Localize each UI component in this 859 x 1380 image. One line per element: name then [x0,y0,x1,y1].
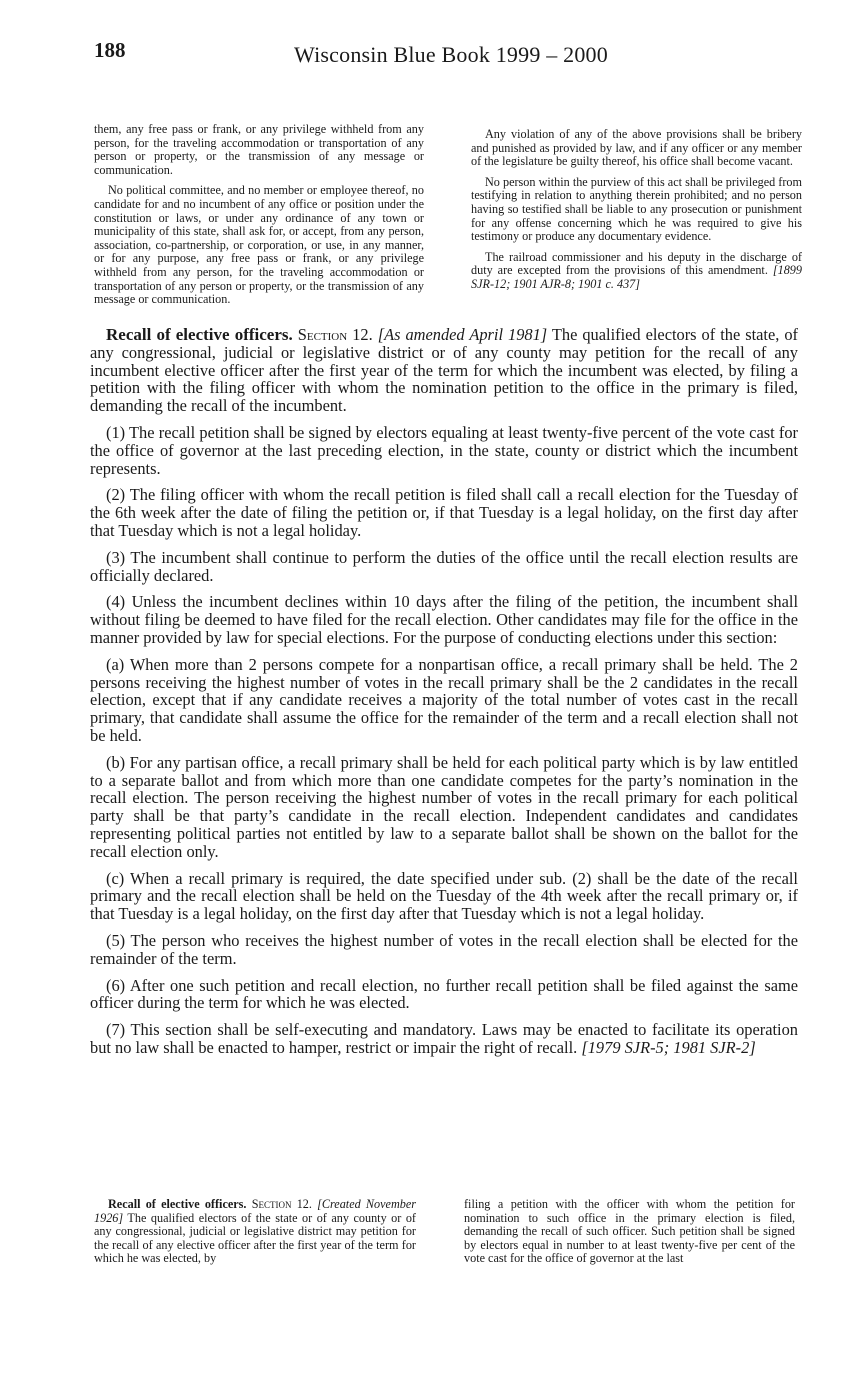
paragraph: No person within the purview of this act shall be privileged from testifying in relation to anything therein prohibited; and no person having so testified shall be liable to any prosecution or punishment for any offense concerning which he was required to give his testimony or produce any documentary evidence. [471,174,802,244]
clause-1: (1) The recall petition shall be signed by electors equaling at least twenty-five percent of the vote cast for the office of governor at the last preceding election, in the state, county or district which the incumbent represents. [90,422,798,478]
section-heading: Recall of elective officers. [108,1197,247,1211]
main-section [90,326,798,1066]
section-number: 12. [352,325,373,344]
paragraph: No political committee, and no member or employee thereof, no candidate for and no incumbent of any office or position under the constitution or laws, or under any ordinance of any town or municipality of this state, shall ask for, or accept, from any person, association, co-partnership, or corporation, or use, in any manner, or for any purpose, any free pass or frank, or any privilege withheld from any person, for the traveling accommodation or transportation of any person or property, or the transmission of any message or communication. [94,183,424,307]
amendment-note: [As amended April 1981] [377,325,548,344]
section-label: Section [297,325,348,344]
clause-7 [90,1021,798,1057]
section-label: Section [251,1197,292,1211]
created-note: [Created November 1926] [94,1197,416,1225]
section-intro [90,326,798,415]
top-right-column [471,128,802,299]
citation: [1899 SJR-12; 1901 AJR-8; 1901 c. 437] [471,263,802,291]
clause-4c: (c) When a recall primary is required, the date specified under sub. (2) shall be the date of the recall primary and the recall election shall be held on the Tuesday of the 4th week after the recall primary or, if that Tuesday is a legal holiday, on the first day after that Tuesday which is not a legal holiday. [90,868,798,924]
clause-4: (4) Unless the incumbent declines within 10 days after the filing of the petition, the incumbent shall without filing be deemed to have filed for the recall election. Other candidates may file for the office in the manner provided by law for special elections. For the purpose of conducting elections under this section: [90,592,798,647]
running-title: Wisconsin Blue Book 1999 – 2000 [294,42,608,67]
top-left-column [94,123,424,314]
page-number: 188 [94,38,126,62]
clause-3: (3) The incumbent shall continue to perform the duties of the office until the recall election results are officially declared. [90,547,798,585]
clause-text: (7) This section shall be self-executing and mandatory. Laws may be enacted to facilitate its operation but no law shall be enacted to hamper, restrict or impair the right of recall. [90,1020,798,1057]
clause-2: (2) The filing officer with whom the recall petition is filed shall call a recall election for the Tuesday of the 6th week after the date of filing the petition or, if that Tuesday is a legal holiday, on the first day after that Tuesday which is not a legal holiday. [90,485,798,540]
paragraph-text: The railroad commissioner and his deputy in the discharge of duty are excepted from the provisions of this amendment. [471,249,802,278]
intro-text: The qualified electors of the state, of any congressional, judicial or legislative district or of any county may petition for the recall of any incumbent elective officer after the first year of the term for which the incumbent was elected, by filing a petition with the filing officer with whom the nomination petition to the office in the primary is filed, demanding the recall of the incumbent. [90,325,798,416]
paragraph: filing a petition with the officer with whom the petition for nomination to such office in the primary election is filed, demanding the recall of such officer. Such petition shall be signed by electors equal in number to at least twenty-five per cent of the vote cast for the office of governor at the last [464,1197,795,1266]
bottom-right-column [464,1198,795,1273]
paragraph [471,251,802,292]
clause-5: (5) The person who receives the highest number of votes in the recall election shall be elected for the remainder of the term. [90,930,798,968]
paragraph: Any violation of any of the above provisions shall be bribery and punished as provided by law, and if any officer or any member of the legislature be guilty thereof, his office shall become vacant. [471,127,802,169]
section-heading: Recall of elective officers. [106,325,293,344]
paragraph-text: The qualified electors of the state or of any county or of any congressional, judicial or legislative district may petition for the recall of any elective officer after the first year of the term for which he was elected, by [94,1210,416,1266]
bottom-left-column [94,1198,416,1273]
paragraph: them, any free pass or frank, or any privilege withheld from any person, for the traveling accommodation or transportation of any person or property, or the transmission of any message or communication. [94,122,424,177]
paragraph [94,1198,416,1266]
clause-4a: (a) When more than 2 persons compete for a nonpartisan office, a recall primary shall be held. The 2 persons receiving the highest number of votes in the recall primary shall be the 2 candidates in the recall election, except that if any candidate receives a majority of the total number of votes cast in the recall primary, that candidate shall assume the office for the remainder of the term and a recall election shall not be held. [90,654,798,745]
clause-4b: (b) For any partisan office, a recall primary shall be held for each political party which is by law entitled to a separate ballot and from which more than one candidate competes for the party’s nomination in the recall election. The person receiving the highest number of votes in the recall primary for each political party shall be that party’s candidate in the recall election. Independent candidates and candidates representing political parties not entitled by law to a separate ballot shall be shown on the ballot for the recall election only. [90,752,798,861]
citation: [1979 SJR-5; 1981 SJR-2] [581,1037,756,1057]
clause-6: (6) After one such petition and recall election, no further recall petition shall be filed against the same officer during the term for which he was elected. [90,975,798,1013]
section-number: 12. [296,1197,312,1211]
